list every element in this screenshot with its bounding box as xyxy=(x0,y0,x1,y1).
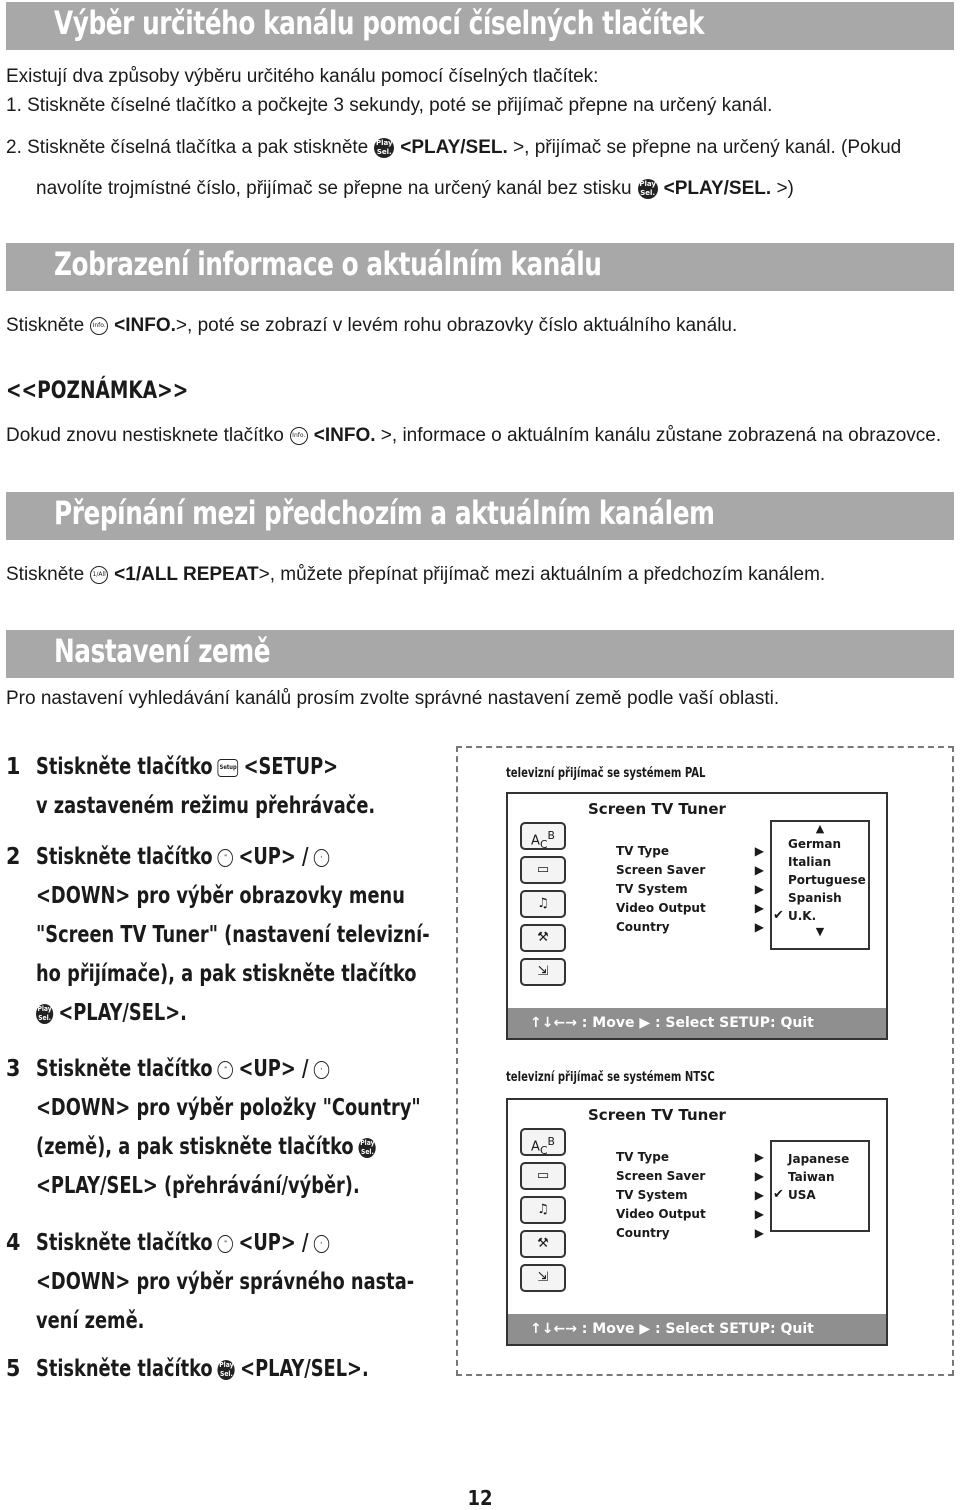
audio-icon: ♫ xyxy=(520,890,566,918)
menu-item[interactable]: Screen Saver ▶ xyxy=(616,1167,764,1186)
arrow-right-icon: ▶ xyxy=(754,1150,764,1164)
arrow-right-icon: ▶ xyxy=(754,901,764,915)
arrow-right-icon: ▶ xyxy=(754,920,764,934)
check-icon: ✔ xyxy=(773,1187,784,1202)
step-3: 3 Stiskněte tlačítko " <UP> / · <DOWN> pro výběr položky "Country" (země), a pak stiskněte tlačítko Play Sel. <PLAY/SEL> (přehrávání/výběr). xyxy=(6,1056,421,1199)
s4-line: Pro nastavení vyhledávání kanálů prosím zvolte správné nastavení země podle vaší oblasti. xyxy=(6,688,780,709)
section-header-channel-switch: Přepínání mezi předchozím a aktuálním kanálem xyxy=(6,492,954,540)
menu-item[interactable]: TV System ▶ xyxy=(616,880,764,899)
menu-item[interactable]: TV System ▶ xyxy=(616,1186,764,1205)
arrow-right-icon: ▶ xyxy=(754,1188,764,1202)
s1-intro: Existují dva způsoby výběru určitého kanálu pomocí číselných tlačítek: xyxy=(6,66,599,87)
menu-item[interactable]: Video Output ▶ xyxy=(616,1205,764,1224)
s2-note-line: Dokud znovu nestisknete tlačítko Info. <INFO. >, informace o aktuálním kanálu zůstane zobrazená na obrazovce. xyxy=(6,425,942,446)
screen-title: Screen TV Tuner xyxy=(588,1106,726,1124)
s2-line: Stiskněte Info. <INFO.>, poté se zobrazí v levém rohu obrazovky číslo aktuálního kanálu. xyxy=(6,315,738,336)
menu-item[interactable]: TV Type ▶ xyxy=(616,842,764,861)
screen-footer: ↑↓←→ : Move ▶ : Select SETUP: Quit xyxy=(508,1314,886,1344)
step-1: 1 Stiskněte tlačítko Setup <SETUP> v zastaveném režimu přehrávače. xyxy=(6,754,376,819)
check-icon: ✔ xyxy=(773,908,784,923)
pal-menu-list xyxy=(616,842,764,937)
arrow-right-icon: ▶ xyxy=(754,1207,764,1221)
arrow-right-icon: ▶ xyxy=(754,1169,764,1183)
play-sel-icon: Play Sel. xyxy=(639,179,656,197)
menu-item[interactable]: Country ▶ xyxy=(616,918,764,937)
ntsc-screen xyxy=(506,1098,888,1346)
info-button-icon: Info. xyxy=(290,427,308,445)
screen-title: Screen TV Tuner xyxy=(588,800,726,818)
pal-caption: televizní přijímač se systémem PAL xyxy=(506,766,706,781)
tv-icon: ▭ xyxy=(520,1162,566,1190)
pal-country-options xyxy=(770,820,870,950)
down-button-icon: · xyxy=(314,1235,329,1253)
section-header-channel-select: Výběr určitého kanálu pomocí číselných tlačítek xyxy=(6,2,954,50)
option-item-selected[interactable]: ✔ U.K. xyxy=(773,908,817,923)
exit-icon: ⇲ xyxy=(520,1264,566,1292)
option-item[interactable]: Japanese xyxy=(788,1152,850,1166)
section-header-country: Nastavení země xyxy=(6,630,954,678)
note-heading: <<POZNÁMKA>> xyxy=(6,376,189,404)
arrow-up-icon[interactable]: ▲ xyxy=(815,822,825,835)
ntsc-caption: televizní přijímač se systémem NTSC xyxy=(506,1070,715,1085)
audio-icon: ♫ xyxy=(520,1196,566,1224)
exit-icon: ⇲ xyxy=(520,958,566,986)
s1-item2: 2. Stiskněte číselná tlačítka a pak stiskněte Play Sel. <PLAY/SEL. >, přijímač se přepne na určený kanál. (Pokud xyxy=(6,137,902,158)
tv-icon: ▭ xyxy=(520,856,566,884)
section-header-channel-info: Zobrazení informace o aktuálním kanálu xyxy=(6,243,954,291)
menu-item[interactable]: Screen Saver ▶ xyxy=(616,861,764,880)
pal-screen xyxy=(506,792,888,1040)
language-icon: $A_C^B$ xyxy=(520,1128,566,1156)
repeat-button-icon: 1/All xyxy=(90,566,108,584)
play-sel-icon: Play Sel. xyxy=(37,1004,52,1022)
menu-item[interactable]: TV Type ▶ xyxy=(616,1148,764,1167)
page-number: 12 xyxy=(467,1486,493,1510)
step-5: 5 Stiskněte tlačítko Play Sel. <PLAY/SEL>. xyxy=(6,1356,369,1382)
arrow-right-icon: ▶ xyxy=(754,863,764,877)
up-button-icon: " xyxy=(218,849,233,867)
play-sel-icon: Play Sel. xyxy=(219,1360,234,1378)
s3-line: Stiskněte 1/All <1/ALL REPEAT>, můžete přepínat přijímač mezi aktuálním a předchozím kanálem. xyxy=(6,564,826,585)
option-item[interactable]: Taiwan xyxy=(788,1170,835,1184)
play-sel-icon: Play Sel. xyxy=(360,1138,375,1156)
ntsc-country-options xyxy=(770,1140,870,1232)
option-item[interactable]: Spanish xyxy=(788,891,842,905)
up-button-icon: " xyxy=(218,1061,233,1079)
arrow-down-icon[interactable]: ▼ xyxy=(815,925,825,938)
menu-item[interactable]: Video Output ▶ xyxy=(616,899,764,918)
option-item[interactable]: Italian xyxy=(788,855,832,869)
play-sel-icon: Play Sel. xyxy=(375,138,393,156)
step-2: 2 Stiskněte tlačítko " <UP> / · <DOWN> pro výběr obrazovky menu "Screen TV Tuner" (nastavení televizní- ho přijímače), a pak stiskněte tlačítko Play Sel. <PLAY/SEL>. xyxy=(6,844,430,1026)
language-icon: $A_C^B$ xyxy=(520,822,566,850)
option-item[interactable]: Portuguese xyxy=(788,873,866,887)
info-button-icon: Info. xyxy=(90,317,108,335)
up-button-icon: " xyxy=(218,1235,233,1253)
arrow-right-icon: ▶ xyxy=(754,1226,764,1240)
s1-item2-cont: navolíte trojmístné číslo, přijímač se přepne na určený kanál bez stisku Play Sel. <PLAY/SEL. >) xyxy=(36,178,794,199)
tools-icon: ⚒ xyxy=(520,924,566,952)
screen-footer: ↑↓←→ : Move ▶ : Select SETUP: Quit xyxy=(508,1008,886,1038)
arrow-right-icon: ▶ xyxy=(754,882,764,896)
step-4: 4 Stiskněte tlačítko " <UP> / · <DOWN> pro výběr správného nasta- vení země. xyxy=(6,1230,415,1334)
tools-icon: ⚒ xyxy=(520,1230,566,1258)
ntsc-menu-list xyxy=(616,1148,764,1243)
arrow-right-icon: ▶ xyxy=(754,844,764,858)
option-item[interactable]: German xyxy=(788,837,842,851)
s1-item1: 1. Stiskněte číselné tlačítko a počkejte 3 sekundy, poté se přijímač přepne na určený kanál. xyxy=(6,95,773,116)
option-item-selected[interactable]: ✔ USA xyxy=(773,1187,816,1202)
setup-button-icon: Setup xyxy=(218,759,239,777)
menu-item[interactable]: Country ▶ xyxy=(616,1224,764,1243)
down-button-icon: · xyxy=(314,849,329,867)
down-button-icon: · xyxy=(314,1061,329,1079)
